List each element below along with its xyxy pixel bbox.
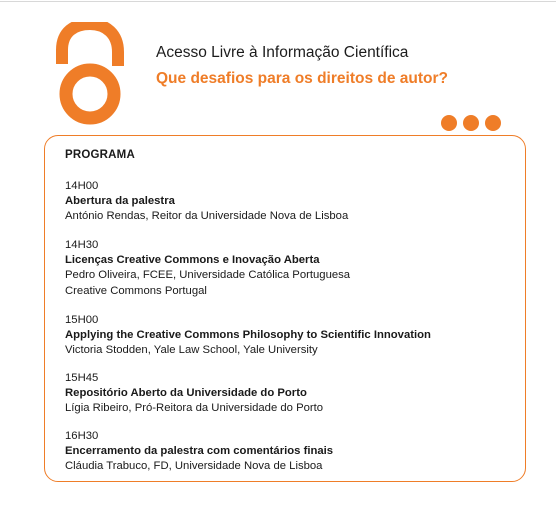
page-title: Acesso Livre à Informação Científica	[156, 44, 409, 61]
session-time: 16H30	[65, 430, 99, 442]
session-item	[65, 429, 333, 475]
session-item	[65, 179, 348, 225]
session-title: Repositório Aberto da Universidade do Porto	[65, 387, 307, 400]
dot-icon	[463, 115, 479, 131]
session-time: 15H45	[65, 372, 99, 384]
session-title: Abertura da palestra	[65, 195, 175, 208]
session-title: Encerramento da palestra com comentários finais	[65, 445, 334, 458]
session-title: Applying the Creative Commons Philosophy to Scientific Innovation	[65, 329, 431, 342]
session-item	[65, 371, 323, 417]
session-time: 14H30	[65, 239, 99, 251]
session-title: Licenças Creative Commons e Inovação Aberta	[65, 254, 320, 267]
top-divider	[0, 1, 556, 2]
program-heading: PROGRAMA	[65, 149, 135, 161]
session-speaker: Pedro Oliveira, FCEE, Universidade Católica Portuguesa	[65, 269, 351, 282]
open-access-icon	[50, 22, 130, 126]
dot-icon	[441, 115, 457, 131]
session-speaker: António Rendas, Reitor da Universidade Nova de Lisboa	[65, 210, 349, 223]
session-speaker: Lígia Ribeiro, Pró-Reitora da Universidade do Porto	[65, 402, 324, 415]
session-time: 15H00	[65, 314, 99, 326]
session-time: 14H00	[65, 180, 99, 192]
session-speaker: Creative Commons Portugal	[65, 284, 207, 297]
session-speaker: Cláudia Trabuco, FD, Universidade Nova de Lisboa	[65, 460, 323, 473]
session-speaker: Victoria Stodden, Yale Law School, Yale University	[65, 344, 318, 357]
page-subtitle: Que desafios para os direitos de autor?	[156, 70, 448, 87]
session-item	[65, 313, 431, 359]
dot-icon	[485, 115, 501, 131]
decorative-dots	[441, 115, 501, 131]
session-item	[65, 238, 350, 299]
